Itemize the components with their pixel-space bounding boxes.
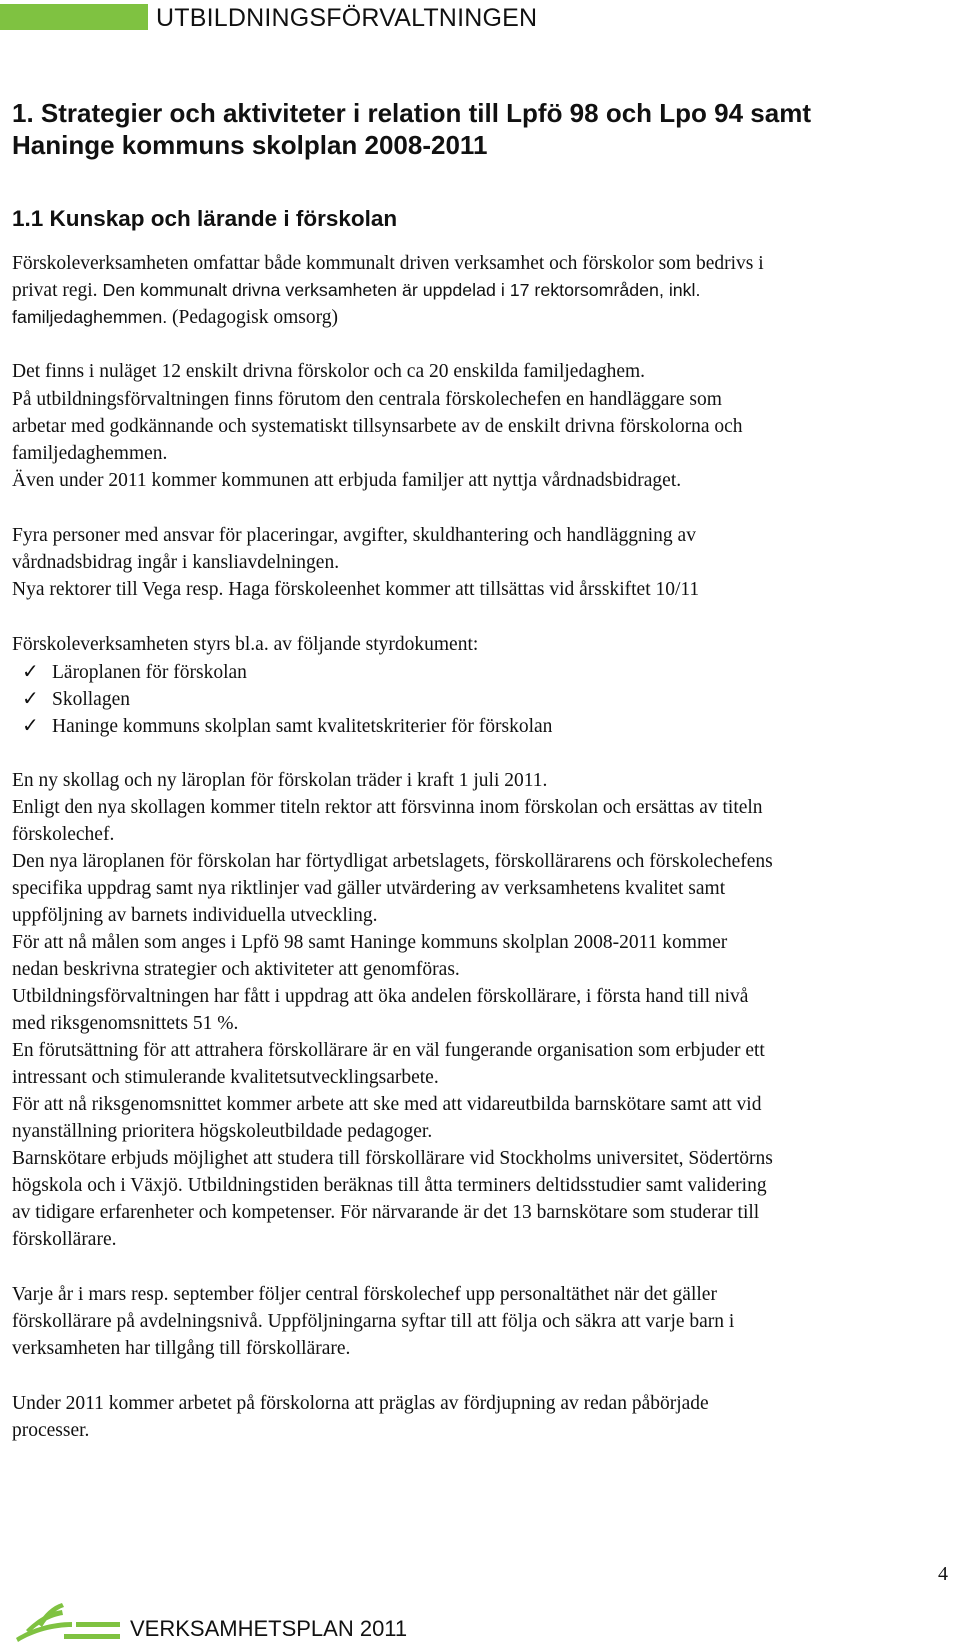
paragraph-line: Varje år i mars resp. september följer central förskolechef upp personaltäthet när det gäller (12, 1284, 717, 1305)
paragraph-line (12, 277, 957, 305)
paragraph-line: intressant och stimulerande kvalitetsutvecklingsarbete. (12, 1067, 439, 1088)
paragraph-line: Förskoleverksamheten styrs bl.a. av följande styrdokument: (12, 634, 479, 655)
checklist-item (22, 685, 130, 714)
paragraph-line: På utbildningsförvaltningen finns förutom den centrala förskolechefen en handläggare som (12, 389, 722, 410)
page-number: 4 (938, 1563, 948, 1585)
heading-1-line-2: Haninge kommuns skolplan 2008-2011 (12, 130, 488, 160)
haninge-logo-icon (12, 1602, 122, 1644)
paragraph-line: av tidigare erfarenheter och kompetenser. För närvarande är det 13 barnskötare som studerar till (12, 1202, 760, 1223)
paragraph-line: förskollärare. (12, 1229, 117, 1250)
text-span: privat regi. (12, 280, 98, 301)
page-header (0, 2, 960, 34)
paragraph-line: förskolechef. (12, 824, 115, 845)
paragraph-line (12, 304, 957, 332)
paragraph-line: Fyra personer med ansvar för placeringar, avgifter, skuldhantering och handläggning av (12, 525, 696, 546)
paragraph-line: familjedaghemmen. (12, 443, 168, 464)
header-accent-bar (0, 4, 148, 30)
text-span: familjedaghemmen. (12, 307, 168, 327)
checklist-item (22, 712, 552, 741)
paragraph-line: Enligt den nya skollagen kommer titeln rektor att försvinna inom förskolan och ersättas av titeln (12, 797, 763, 818)
paragraph-line: Barnskötare erbjuds möjlighet att studera till förskollärare vid Stockholms universitet, Södertörns (12, 1148, 773, 1169)
paragraph-line: Nya rektorer till Vega resp. Haga förskoleenhet kommer att tillsättas vid årsskiftet 10/11 (12, 579, 700, 600)
paragraph-line: processer. (12, 1420, 90, 1441)
paragraph-line: En förutsättning för att attrahera förskollärare är en väl fungerande organisation som erbjuder ett (12, 1040, 765, 1061)
checklist-item-label: Skollagen (52, 689, 130, 710)
paragraph-line: Det finns i nuläget 12 enskilt drivna förskolor och ca 20 enskilda familjedaghem. (12, 361, 646, 382)
paragraph-line: Under 2011 kommer arbetet på förskolorna att präglas av fördjupning av redan påbörjade (12, 1393, 709, 1414)
heading-1-line-1: 1. Strategier och aktiviteter i relation till Lpfö 98 och Lpo 94 samt (12, 98, 811, 128)
page-footer (0, 1602, 960, 1647)
paragraph-line: specifika uppdrag samt nya riktlinjer vad gäller utvärdering av verksamhetens kvalitet samt (12, 878, 726, 899)
heading-2: 1.1 Kunskap och lärande i förskolan (12, 206, 398, 231)
paragraph-line: En ny skollag och ny läroplan för förskolan träder i kraft 1 juli 2011. (12, 770, 548, 791)
paragraph-line: Även under 2011 kommer kommunen att erbjuda familjer att nyttja vårdnadsbidraget. (12, 470, 682, 491)
paragraph-line: nedan beskrivna strategier och aktiviteter att genomföras. (12, 959, 460, 980)
checklist-item-label: Haninge kommuns skolplan samt kvalitetskriterier för förskolan (52, 716, 553, 737)
checklist-item-label: Läroplanen för förskolan (52, 662, 247, 683)
header-title: UTBILDNINGSFÖRVALTNINGEN (156, 4, 538, 32)
text-span: Den kommunalt drivna verksamheten är uppdelad i 17 rektorsområden, inkl. (97, 280, 701, 300)
paragraph-line: uppföljning av barnets individuella utveckling. (12, 905, 378, 926)
paragraph-line: vårdnadsbidrag ingår i kansliavdelningen. (12, 552, 340, 573)
checkmark-icon: ✓ (22, 713, 39, 737)
text-span: (Pedagogisk omsorg) (167, 307, 338, 328)
paragraph-line: nyanställning prioritera högskoleutbildade pedagoger. (12, 1121, 433, 1142)
paragraph-line: Den nya läroplanen för förskolan har förtydligat arbetslagets, förskollärarens och förskolechefens (12, 851, 773, 872)
checkmark-icon: ✓ (22, 659, 39, 683)
footer-title: VERKSAMHETSPLAN 2011 (130, 1616, 408, 1641)
paragraph-line: Förskoleverksamheten omfattar både kommunalt driven verksamhet och förskolor som bedrivs i (12, 253, 764, 274)
paragraph-line: med riksgenomsnittets 51 %. (12, 1013, 239, 1034)
checklist-item (22, 658, 247, 687)
checkmark-icon: ✓ (22, 686, 39, 710)
paragraph-line: förskollärare på avdelningsnivå. Uppföljningarna syftar till att följa och säkra att varje barn i (12, 1311, 735, 1332)
paragraph-line: Utbildningsförvaltningen har fått i uppdrag att öka andelen förskollärare, i första hand till nivå (12, 986, 749, 1007)
paragraph-line: verksamheten har tillgång till förskollärare. (12, 1338, 351, 1359)
paragraph-line: För att nå riksgenomsnittet kommer arbete att ske med att vidareutbilda barnskötare samt att vid (12, 1094, 762, 1115)
paragraph-line: För att nå målen som anges i Lpfö 98 samt Haninge kommuns skolplan 2008-2011 kommer (12, 932, 728, 953)
paragraph-line: högskola och i Växjö. Utbildningstiden beräknas till åtta terminers deltidsstudier samt validering (12, 1175, 767, 1196)
paragraph-line: arbetar med godkännande och systematiskt tillsynsarbete av de enskilt drivna förskolorna och (12, 416, 743, 437)
